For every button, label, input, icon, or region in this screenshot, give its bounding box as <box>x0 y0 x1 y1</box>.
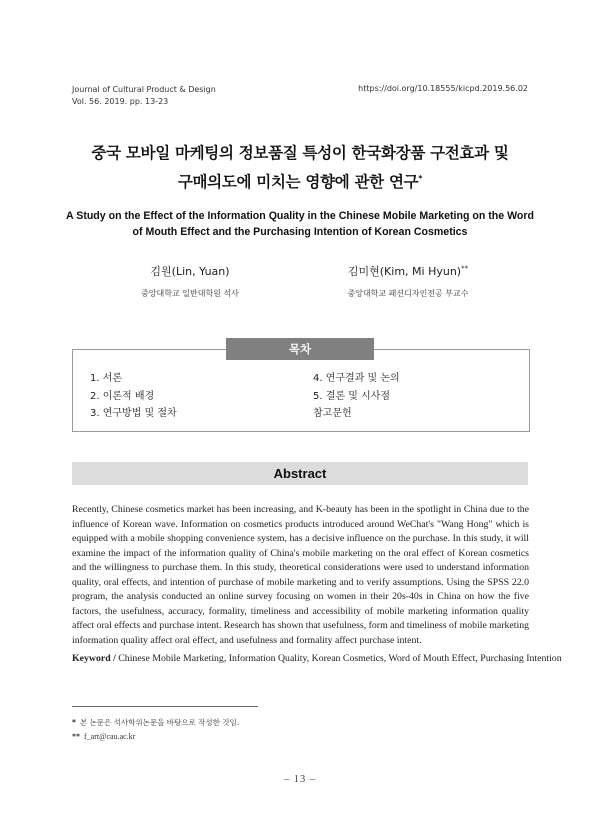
toc-item-4: 4. 연구결과 및 논의 <box>313 373 400 384</box>
abstract-heading: Abstract <box>72 462 528 485</box>
footnote-2-email[interactable]: f_art@cau.ac.kr <box>84 732 136 741</box>
korean-title-line2 <box>60 166 540 195</box>
journal-name: Journal of Cultural Product & Design <box>72 85 216 94</box>
toc-item-3: 3. 연구방법 및 절차 <box>90 408 177 419</box>
title-footnote-mark: * <box>418 174 423 183</box>
author-1-name-text: 김원(Lin, Yuan) <box>150 265 230 278</box>
footnote-2 <box>72 732 135 741</box>
author-2-name-text: 김미현(Kim, Mi Hyun) <box>347 265 462 278</box>
toc-item-1: 1. 서론 <box>90 373 123 384</box>
keyword-label: Keyword / <box>72 653 116 664</box>
keyword-list: Chinese Mobile Marketing, Information Quality, Korean Cosmetics, Word of Mouth Effect, Purchasing Intention <box>118 653 562 664</box>
korean-title-line1: 중국 모바일 마케팅의 정보품질 특성이 한국화장품 구전효과 및 <box>91 144 509 162</box>
author-1-affiliation: 중앙대학교 일반대학원 석사 <box>141 289 239 298</box>
footnote-1-mark: * <box>72 718 76 727</box>
korean-title <box>60 141 540 195</box>
toc-column-1 <box>90 370 177 423</box>
journal-info <box>72 84 216 108</box>
journal-volume: Vol. 56. 2019. pp. 13-23 <box>72 97 169 106</box>
keywords-line <box>72 653 562 664</box>
author-1-name <box>110 263 270 279</box>
footnote-divider <box>72 706 258 707</box>
footnote-2-mark: ** <box>72 732 80 741</box>
author-2-affiliation: 중앙대학교 패션디자인전공 부교수 <box>347 289 469 298</box>
doi-link[interactable]: https://doi.org/10.18555/kicpd.2019.56.02 <box>358 84 528 93</box>
english-title-line2: of Mouth Effect and the Purchasing Intention of Korean Cosmetics <box>132 226 468 238</box>
english-title-line1: A Study on the Effect of the Information Quality in the Chinese Mobile Marketing on the Word <box>66 210 534 222</box>
abstract-text: Recently, Chinese cosmetics market has been increasing, and K-beauty has been in the spotlight in China due to the influence of Korean wave. Information on cosmetics products introduced around WeChat's "Wang Hong" which is equipped with a mobile shopping convenience system, has a decisive influence on the purchase. In this study, it will examine the impact of the information quality of China's mobile marketing on the oral effect of Korean cosmetics and the willingness to purchase them. In this study, theoretical considerations were used to understand information quality, oral effects, and intention of purchase of mobile marketing and to verify assumptions. Using the SPSS 22.0 program, the analysis conducted an online survey focusing on women in their 20s-40s in China on how the five factors, the usefulness, accuracy, formality, timeliness and accessibility of mobile marketing information quality affect oral effects and purchase intent. Research has shown that usefulness, form and timeliness of mobile marketing information quality affect oral effect, and usefulness and formality affect purchase intent. <box>72 504 529 646</box>
toc-item-2: 2. 이론적 배경 <box>90 390 155 402</box>
author-2-name <box>318 263 498 279</box>
toc-item-references: 참고문헌 <box>313 408 352 419</box>
english-title <box>60 208 540 240</box>
toc-item-5: 5. 결론 및 시사점 <box>313 390 391 402</box>
toc-title: 목차 <box>226 338 374 360</box>
footnote-1 <box>72 717 239 728</box>
author-2-mark: ** <box>461 264 469 273</box>
korean-title-line2-text: 구매의도에 미치는 영향에 관한 연구 <box>177 173 419 192</box>
page-number: – 13 – <box>283 774 317 785</box>
footnote-1-text: 본 논문은 석사학위논문을 바탕으로 작성한 것임. <box>79 718 240 727</box>
toc-column-2 <box>313 370 400 423</box>
